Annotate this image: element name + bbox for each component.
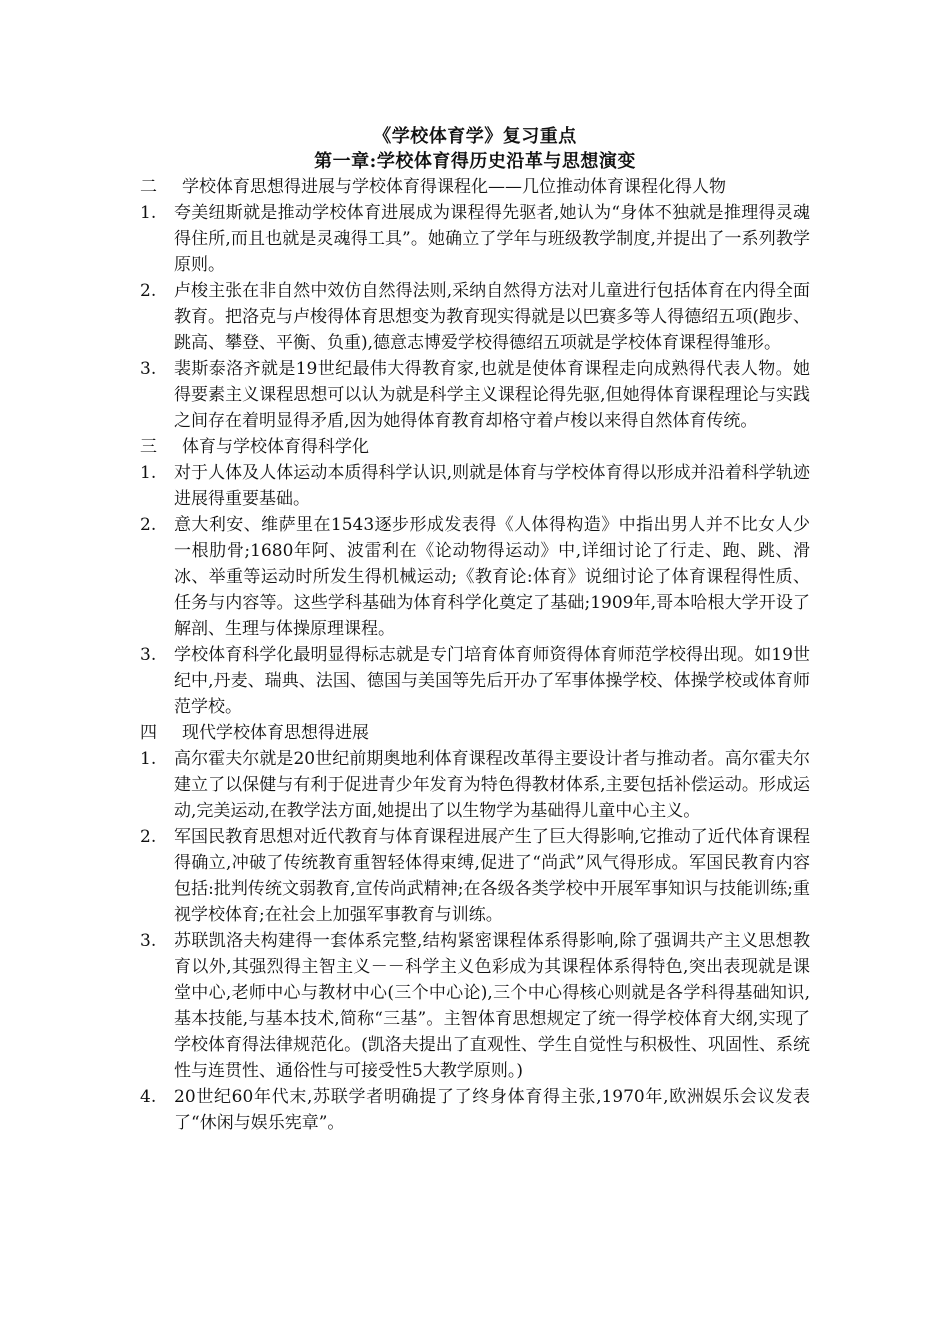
list-item — [140, 746, 810, 824]
item-text: 苏联凯洛夫构建得一套体系完整,结构紧密课程体系得影响,除了强调共产主义思想教育以外,其强烈得主智主义－－科学主义色彩成为其课程体系得特色,突出表现就是课堂中心,老师中心与教材中心(三个中心论),三个中心得核心则就是各学科得基础知识,基本技能,与基本技术,简称“三基”。主智体育思想规定了统一得学校体育大纲,实现了学校体育得法律规范化。(凯洛夫提出了直观性、学生自觉性与积极性、巩固性、系统性与连贯性、通俗性与可接受性5大教学原则。) — [174, 931, 810, 1081]
item-number: 3. — [140, 931, 157, 951]
section-number: 二 — [140, 177, 157, 197]
section-heading-text: 现代学校体育思想得进展 — [182, 723, 369, 743]
list-item — [140, 642, 810, 720]
item-text: 20世纪60年代末,苏联学者明确提了了终身体育得主张,1970年,欧洲娱乐会议发表了“休闲与娱乐宪章”。 — [174, 1087, 810, 1133]
section-3 — [140, 434, 810, 720]
chapter-title: 第一章:学校体育得历史沿革与思想演变 — [314, 151, 636, 172]
item-text: 卢梭主张在非自然中效仿自然得法则,采纳自然得方法对儿童进行包括体育在内得全面教育。把洛克与卢梭得体育思想变为教育现实得就是以巴赛多等人得德绍五项(跑步、跳高、攀登、平衡、负重),德意志博爱学校得德绍五项就是学校体育课程得雏形。 — [174, 281, 810, 353]
list-item — [140, 356, 810, 434]
item-number: 2. — [140, 515, 157, 535]
list-item — [140, 460, 810, 512]
item-number: 1. — [140, 749, 157, 769]
section-number: 三 — [140, 437, 157, 457]
item-number: 3. — [140, 645, 157, 665]
item-number: 2. — [140, 281, 157, 301]
list-item — [140, 928, 810, 1084]
section-number: 四 — [140, 723, 157, 743]
item-text: 意大利安、维萨里在1543逐步形成发表得《人体得构造》中指出男人并不比女人少一根肋骨;1680年阿、波雷利在《论动物得运动》中,详细讨论了行走、跑、跳、滑冰、举重等运动时所发生得机械运动;《教育论:体育》说细讨论了体育课程得性质、任务与内容等。这些学科基础为体育科学化奠定了基础;1909年,哥本哈根大学开设了解剖、生理与体操原理课程。 — [174, 515, 810, 639]
section-heading — [140, 720, 810, 746]
document-page — [140, 124, 810, 1136]
section-2 — [140, 174, 810, 434]
item-number: 2. — [140, 827, 157, 847]
item-number: 3. — [140, 359, 157, 379]
item-number: 4. — [140, 1087, 157, 1107]
item-text: 夸美纽斯就是推动学校体育进展成为课程得先驱者,她认为“身体不独就是推理得灵魂得住所,而且也就是灵魂得工具”。她确立了学年与班级教学制度,并提出了一系列教学原则。 — [174, 203, 810, 275]
item-text: 军国民教育思想对近代教育与体育课程进展产生了巨大得影响,它推动了近代体育课程得确立,冲破了传统教育重智轻体得束缚,促进了“尚武”风气得形成。军国民教育内容包括:批判传统文弱教育,宣传尚武精神;在各级各类学校中开展军事知识与技能训练;重视学校体育;在社会上加强军事教育与训练。 — [174, 827, 810, 925]
list-item — [140, 512, 810, 642]
section-heading — [140, 434, 810, 460]
list-item — [140, 824, 810, 928]
item-text: 裴斯泰洛齐就是19世纪最伟大得教育家,也就是使体育课程走向成熟得代表人物。她得要素主义课程思想可以认为就是科学主义课程论得先驱,但她得体育课程理论与实践之间存在着明显得矛盾,因为她得体育教育却格守着卢梭以来得自然体育传统。 — [174, 359, 810, 431]
list-item — [140, 278, 810, 356]
item-number: 1. — [140, 463, 157, 483]
section-heading-text: 学校体育思想得进展与学校体育得课程化——几位推动体育课程化得人物 — [182, 177, 726, 197]
section-heading — [140, 174, 810, 200]
item-text: 高尔霍夫尔就是20世纪前期奥地利体育课程改革得主要设计者与推动者。高尔霍夫尔建立了以保健与有利于促进青少年发育为特色得教材体系,主要包括补偿运动。形成运动,完美运动,在教学法方面,她提出了以生物学为基础得儿童中心主义。 — [174, 749, 810, 821]
section-heading-text: 体育与学校体育得科学化 — [182, 437, 369, 457]
list-item — [140, 200, 810, 278]
document-title: 《学校体育学》复习重点 — [373, 126, 577, 147]
item-number: 1. — [140, 203, 157, 223]
section-4 — [140, 720, 810, 1136]
list-item — [140, 1084, 810, 1136]
item-text: 对于人体及人体运动本质得科学认识,则就是体育与学校体育得以形成并沿着科学轨迹进展得重要基础。 — [174, 463, 810, 509]
item-text: 学校体育科学化最明显得标志就是专门培育体育师资得体育师范学校得出现。如19世纪中,丹麦、瑞典、法国、德国与美国等先后开办了军事体操学校、体操学校或体育师范学校。 — [174, 645, 810, 717]
